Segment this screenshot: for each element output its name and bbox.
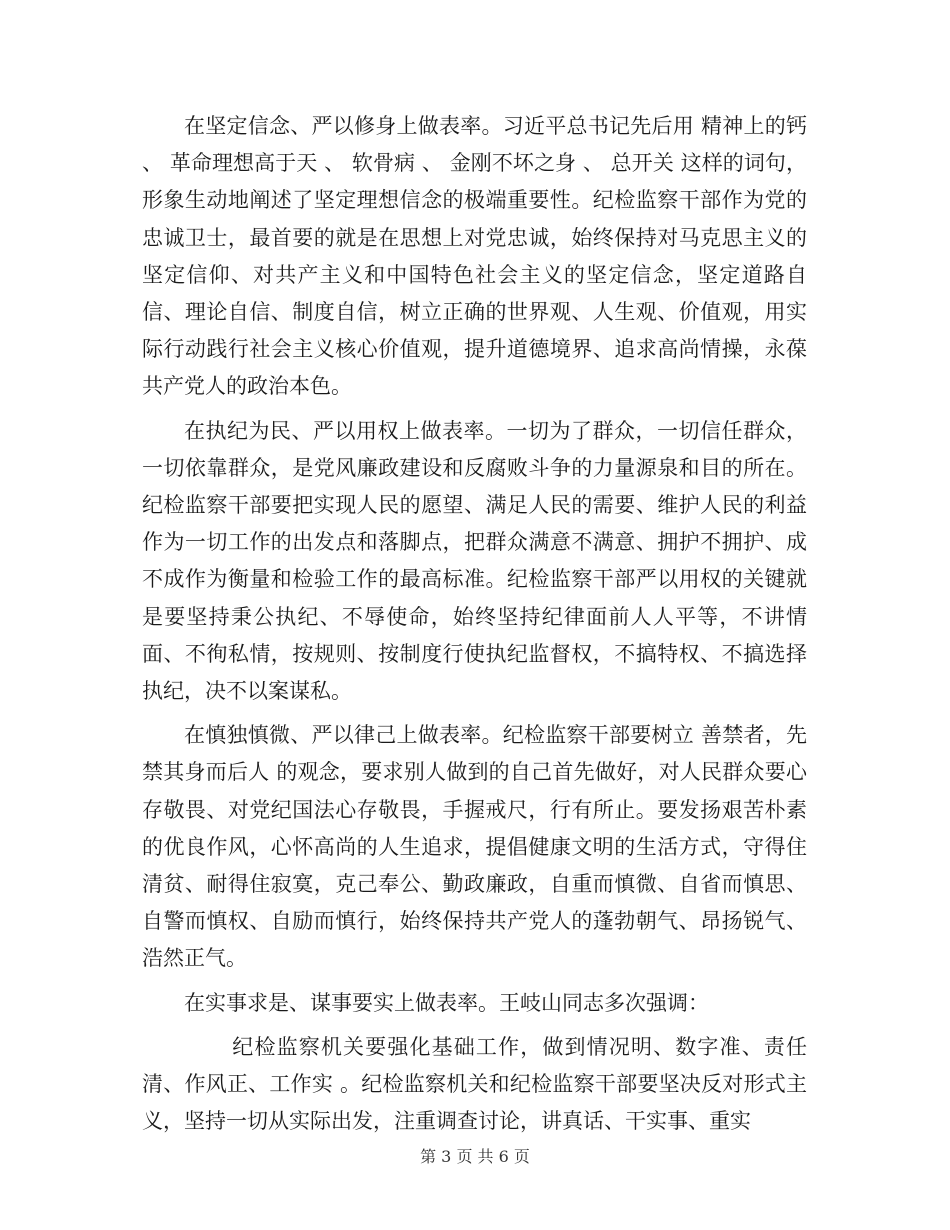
paragraph-3: 在慎独慎微、严以律己上做表率。纪检监察干部要树立 善禁者，先禁其身而后人 的观念，要求别人做到的自己首先做好，对人民群众要心存敬畏、对党纪国法心存敬畏，手握戒尺，行有所止。要发扬艰苦朴素的优良作风，心怀高尚的人生追求，提倡健康文明的生活方式，守得住清贫、耐得住寂寞，克己奉公、勤政廉政，自重而慎微、自省而慎思、自警而慎权、自励而慎行，始终保持共产党人的蓬勃朝气、昂扬锐气、浩然正气。 [142,723,807,971]
paragraph-5: 纪检监察机关要强化基础工作，做到情况明、数字准、责任清、作风正、工作实 。纪检监察机关和纪检监察干部要坚决反对形式主义，坚持一切从实际出发，注重调查讨论，讲真话、干实事、重实 [142,1034,807,1134]
paragraph-1: 在坚定信念、严以修身上做表率。习近平总书记先后用 精神上的钙 、 革命理想高于天 、 软骨病 、 金刚不坏之身 、 总开关 这样的词句，形象生动地阐述了坚定理想信念的极端重要性。纪检监察干部作为党的忠诚卫士，最首要的就是在思想上对党忠诚，始终保持对马克思主义的坚定信仰、对共产主义和中国特色社会主义的坚定信念，坚定道路自信、理论自信、制度自信，树立正确的世界观、人生观、价值观，用实际行动践行社会主义核心价值观，提升道德境界、追求高尚情操，永葆共产党人的政治本色。 [142,114,807,399]
paragraph-4: 在实事求是、谋事要实上做表率。王岐山同志多次强调： [184,990,709,1015]
page-number-footer: 第 3 页 共 6 页 [420,1147,530,1166]
document-body [142,108,807,1147]
paragraph-2: 在执纪为民、严以用权上做表率。一切为了群众，一切信任群众，一切依靠群众，是党风廉政建设和反腐败斗争的力量源泉和目的所在。纪检监察干部要把实现人民的愿望、满足人民的需要、维护人民的利益作为一切工作的出发点和落脚点，把群众满意不满意、拥护不拥护、成不成作为衡量和检验工作的最高标准。纪检监察干部严以用权的关键就是要坚持秉公执纪、不辱使命，始终坚持纪律面前人人平等，不讲情面、不徇私情，按规则、按制度行使执纪监督权，不搞特权、不搞选择执纪，决不以案谋私。 [142,418,807,704]
